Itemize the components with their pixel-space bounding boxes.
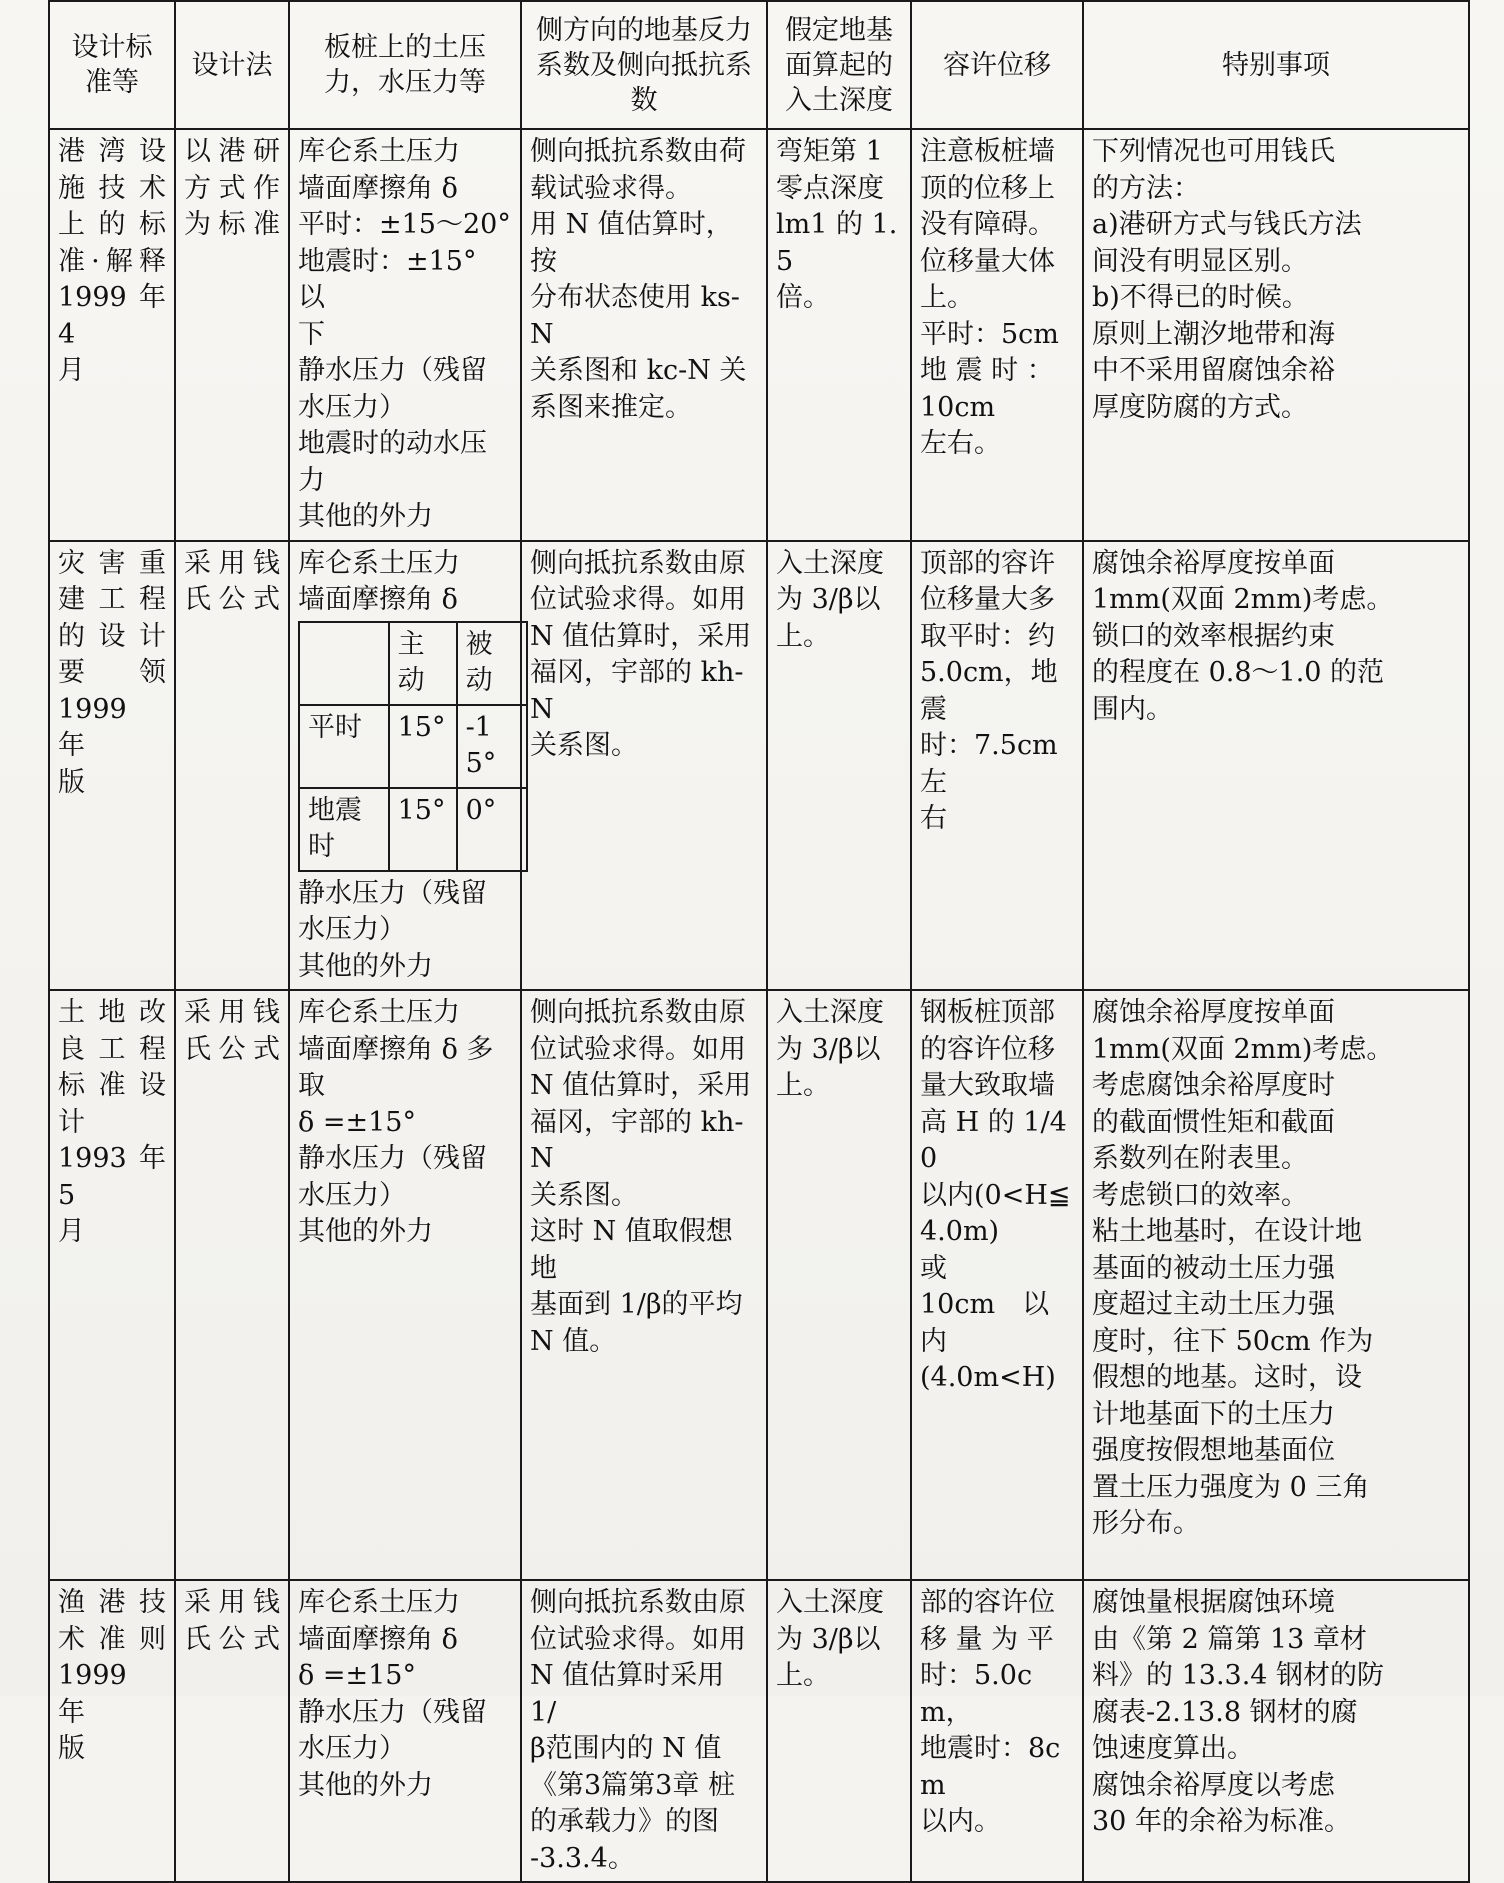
text-line: 静水压力（残留 [298,355,487,386]
text-line: 侧向抵抗系数由原 [530,997,746,1028]
text-line: 量大致取墙 [920,1070,1055,1101]
text-line: 氏公式 [184,584,280,615]
header-cell [521,1,767,129]
text-line: 入土深度 [776,547,884,579]
text-line: lm1 的 1.5 [776,209,898,277]
text-line: a)港研方式与钱氏方法 [1092,209,1362,240]
text-line: 港湾设 [58,136,166,167]
text-line: 氏公式 [184,1033,280,1065]
text-line: 要领 [58,657,166,688]
text-line: 灾害重 [58,547,166,579]
text-line: 采用钱 [184,547,280,579]
text-line: 下 [298,318,325,350]
text-line: δ =±15° [298,1660,416,1691]
text-line: 墙面摩擦角 δ [298,1623,458,1655]
inner-cell: 地震时 [299,788,389,871]
text-line: 4.0m) 或 [920,1216,1054,1284]
depth-cell [767,129,911,541]
displacement-cell [911,1580,1083,1882]
text-line: 以内(0<H≦ [920,1179,1071,1211]
text-line: 时：5.0cm， [920,1660,1033,1728]
text-line: 水压力） [298,914,406,945]
text-line: 关系图。 [530,1179,638,1211]
text-line: 其他的外力 [298,501,433,532]
text-line: 土地改 [58,997,166,1028]
text-line: 系图来推定。 [530,391,692,423]
header-cell [1083,1,1469,129]
pressure-cell [289,990,521,1580]
text-line: 为 3/β以 [776,584,881,615]
text-line: 良工程 [58,1033,166,1065]
text-line: 时：7.5cm 左 [920,730,1058,798]
text-line: 月 [58,355,85,386]
text-line: 术准则 [58,1623,166,1655]
text-line: 地震时：±15° 以 [298,245,477,313]
text-line: β范围内的 N 值 [530,1733,722,1764]
text-line: 采用钱 [184,997,280,1028]
text-line: 侧方向的地基反力 [536,14,752,46]
text-line: 侧向抵抗系数由原 [530,547,746,579]
text-line: 以内。 [920,1806,1001,1837]
inner-row [299,705,527,788]
design-standards-table [48,0,1470,1883]
text-line: 基面的被动土压力强 [1092,1252,1335,1284]
text-line: 的容许位移 [920,1033,1055,1065]
text-line: 面算起的 [785,49,893,81]
text-line: 方式作 [184,172,280,204]
text-line: 中不采用留腐蚀余裕 [1092,355,1335,386]
text-line: 《第3篇第3章 桩 [530,1769,735,1801]
text-line: 版 [58,1733,85,1764]
standard-cell [49,1580,175,1882]
depth-cell [767,990,911,1580]
notes-cell [1083,990,1469,1580]
text-line: N 值估算时，采用 [530,1070,752,1101]
text-line: 水压力） [298,1733,406,1764]
text-line: 采用钱 [184,1587,280,1618]
text-line: 30 年的余裕为标准。 [1092,1806,1351,1837]
text-line: 静水压力（残留 [298,1143,487,1174]
text-line: N 值。 [530,1325,617,1357]
text-line: 移 量 为 平 [920,1623,1054,1655]
depth-cell [767,1580,911,1882]
text-line: 1mm(双面 2mm)考虑。 [1092,584,1394,615]
text-line: -3.3.4。 [530,1842,635,1874]
text-line: 渔港技 [58,1587,166,1618]
method-cell [175,1580,289,1882]
text-line: 关系图。 [530,730,638,761]
text-line: 考虑腐蚀余裕厚度时 [1092,1070,1335,1101]
text-line: 腐表-2.13.8 钢材的腐 [1092,1696,1358,1728]
text-line: 厚度防腐的方式。 [1092,391,1308,423]
text-line: 粘土地基时，在设计地 [1092,1216,1362,1247]
text-line: 没有障碍。 [920,209,1055,240]
table-row [49,541,1469,991]
text-line: 为 3/β以 [776,1623,881,1655]
text-line: 原则上潮汐地带和海 [1092,318,1335,350]
method-cell [175,990,289,1580]
standard-cell [49,541,175,991]
text-line: 零点深度 [776,172,884,204]
text-line: 的设计 [58,620,166,652]
text-line: 取 [298,1070,325,1101]
text-line: 的截面惯性矩和截面 [1092,1106,1335,1138]
text-line: 蚀速度算出。 [1092,1733,1254,1764]
text-line: 位试验求得。如用 [530,584,746,615]
reaction-cell [521,129,767,541]
table-header-row [49,1,1469,129]
text-line: N 值估算时，采用 [530,620,752,652]
reaction-cell [521,990,767,1580]
text-line: 系数列在附表里。 [1092,1143,1308,1174]
displacement-cell [911,541,1083,991]
displacement-cell [911,129,1083,541]
text-line: 这时 N 值取假想地 [530,1216,733,1284]
text-line: 地震时的动水压 [298,428,487,459]
inner-cell: 主动 [389,622,457,705]
header-cell [175,1,289,129]
inner-row [299,788,527,871]
text-line: 为标准 [184,209,280,240]
inner-cell: 15° [389,788,457,871]
standard-cell [49,990,175,1580]
text-line: 计地基面下的土压力 [1092,1398,1335,1430]
text-line: 由《第 2 篇第 13 章材 [1092,1623,1367,1655]
text-line: 1999 年 [58,693,154,761]
text-line: b)不得已的时候。 [1092,282,1309,313]
text-line: 其他的外力 [298,1216,433,1247]
text-line: 力，水压力等 [324,67,486,98]
text-line: 腐蚀余裕厚度按单面 [1092,997,1335,1028]
text-line: 围内。 [1092,693,1173,725]
text-line: 水压力） [298,391,406,423]
table-row [49,990,1469,1580]
text-line: 特别事项 [1222,49,1330,81]
text-line: 1999 年 4 [58,282,166,350]
text-line: 料》的 13.3.4 钢材的防 [1092,1660,1385,1691]
text-line: 板桩上的土压 [324,32,486,63]
text-line: 5.0cm，地震 [920,657,1058,725]
text-line: (4.0m<H) [920,1362,1056,1393]
header-cell [49,1,175,129]
text-line: 弯矩第 1 [776,136,883,167]
text-line: 位试验求得。如用 [530,1623,746,1655]
text-line: 度时，往下 50cm 作为 [1092,1325,1374,1357]
pressure-cell [289,541,521,991]
text-line: 形分布。 [1092,1508,1200,1539]
text-line: 静水压力（残留 [298,877,487,909]
text-line: 强度按假想地基面位 [1092,1435,1335,1466]
table-row [49,129,1469,541]
text-line: 右 [920,803,947,834]
text-line: 上。 [776,620,830,652]
pressure-top [298,546,512,619]
text-line: 顶部的容许 [920,547,1055,579]
text-line: 库仑系土压力 [298,997,460,1028]
text-line: 系数及侧向抵抗系 [536,49,752,81]
friction-angle-table [298,621,528,872]
text-line: 位移量大体 [920,245,1055,277]
text-line: 取平时：约 [920,620,1055,652]
text-line: 腐蚀量根据腐蚀环境 [1092,1587,1335,1618]
text-line: 倍。 [776,282,830,313]
text-line: 上。 [776,1660,830,1691]
text-line: 准等 [85,67,139,98]
text-line: 数 [630,84,658,116]
text-line: 假定地基 [785,14,893,46]
text-line: 设计标 [71,32,153,63]
text-line: 墙面摩擦角 δ [298,584,458,615]
text-line: 部的容许位 [920,1587,1055,1618]
text-line: 基面到 1/β的平均 [530,1289,743,1320]
text-line: 上的标 [58,209,166,240]
text-line: 平时：±15～20° [298,209,511,240]
text-line: 入土深度 [785,84,893,116]
text-line: 顶的位移上 [920,172,1055,204]
text-line: 分布状态使用 ks-N [530,282,740,350]
text-line: 下列情况也可用钱氏 [1092,136,1335,167]
text-line: 的方法： [1092,172,1200,204]
reaction-cell [521,1580,767,1882]
text-line: 腐蚀余裕厚度按单面 [1092,547,1335,579]
text-line: 库仑系土压力 [298,1587,460,1618]
method-cell [175,541,289,991]
notes-cell [1083,541,1469,991]
reaction-cell [521,541,767,991]
method-cell [175,129,289,541]
inner-cell: -15° [457,705,527,788]
text-line: 入土深度 [776,997,884,1028]
text-line: 左右。 [920,428,1001,459]
inner-header-row [299,622,527,705]
text-line: 平时：5cm [920,318,1059,350]
text-line: 其他的外力 [298,1769,433,1801]
text-line: 容许位移 [943,49,1051,81]
text-line: 间没有明显区别。 [1092,245,1308,277]
text-line: 地 震 时 ： [920,355,1054,386]
text-line: 用 N 值估算时，按 [530,209,733,277]
text-line: 墙面摩擦角 δ [298,172,458,204]
inner-cell [299,622,389,705]
text-line: 位试验求得。如用 [530,1033,746,1065]
text-line: 准·解释 [58,245,166,277]
text-line: 腐蚀余裕厚度以考虑 [1092,1769,1335,1801]
text-line: 度超过主动土压力强 [1092,1289,1335,1320]
text-line: 氏公式 [184,1623,280,1655]
text-line: 计 [58,1106,85,1138]
text-line: 关系图和 kc-N 关 [530,355,747,386]
text-line: 福冈，宇部的 kh-N [530,1106,744,1174]
text-line: 考虑锁口的效率。 [1092,1179,1308,1211]
text-line: 上。 [776,1070,830,1101]
text-line: 位移量大多 [920,584,1055,615]
inner-cell: 0° [457,788,527,871]
header-cell [289,1,521,129]
pressure-bottom [298,876,512,986]
standard-cell [49,129,175,541]
inner-cell: 被动 [457,622,527,705]
notes-cell [1083,129,1469,541]
text-line: 高 H 的 1/40 [920,1106,1067,1174]
text-line: 置土压力强度为 0 三角 [1092,1471,1370,1503]
text-line: 库仑系土压力 [298,547,460,579]
text-line: N 值估算时采用 1/ [530,1660,725,1728]
text-line: δ =±15° [298,1106,416,1138]
text-line: 福冈，宇部的 kh-N [530,657,744,725]
text-line: 入土深度 [776,1587,884,1618]
depth-cell [767,541,911,991]
inner-cell: 15° [389,705,457,788]
text-line: 1mm(双面 2mm)考虑。 [1092,1033,1394,1065]
text-line: 侧向抵抗系数由荷 [530,136,746,167]
text-line: 上。 [920,282,974,313]
text-line: 侧向抵抗系数由原 [530,1587,746,1618]
pressure-cell [289,129,521,541]
text-line: 版 [58,766,85,798]
notes-cell [1083,1580,1469,1882]
text-line: 10cm 以 内 [920,1289,1050,1357]
text-line: 1993 年 5 [58,1143,166,1211]
text-line: 力 [298,464,325,496]
text-line: 钢板桩顶部 [920,997,1055,1028]
text-line: 库仑系土压力 [298,136,460,167]
text-line: 标准设 [58,1070,166,1101]
text-line: 载试验求得。 [530,172,692,204]
text-line: 墙面摩擦角 δ 多 [298,1033,494,1065]
displacement-cell [911,990,1083,1580]
text-line: 的承载力》的图 [530,1806,719,1837]
text-line: 假想的地基。这时，设 [1092,1362,1362,1393]
text-line: 10cm [920,391,996,423]
text-line: 地震时：8cm [920,1733,1061,1801]
text-line: 设计法 [191,49,273,81]
text-line: 以港研 [184,136,280,167]
header-cell [767,1,911,129]
text-line: 1999 年 [58,1660,154,1728]
text-line: 建工程 [58,584,166,615]
text-line: 施技术 [58,172,166,204]
text-line: 静水压力（残留 [298,1696,487,1728]
pressure-cell [289,1580,521,1882]
text-line: 其他的外力 [298,950,433,982]
text-line: 水压力） [298,1179,406,1211]
text-line: 锁口的效率根据约束 [1092,620,1335,652]
text-line: 注意板桩墙 [920,136,1055,167]
text-line: 月 [58,1216,85,1247]
header-cell [911,1,1083,129]
text-line: 的程度在 0.8～1.0 的范 [1092,657,1385,688]
inner-cell: 平时 [299,705,389,788]
text-line: 为 3/β以 [776,1033,881,1065]
table-row [49,1580,1469,1882]
